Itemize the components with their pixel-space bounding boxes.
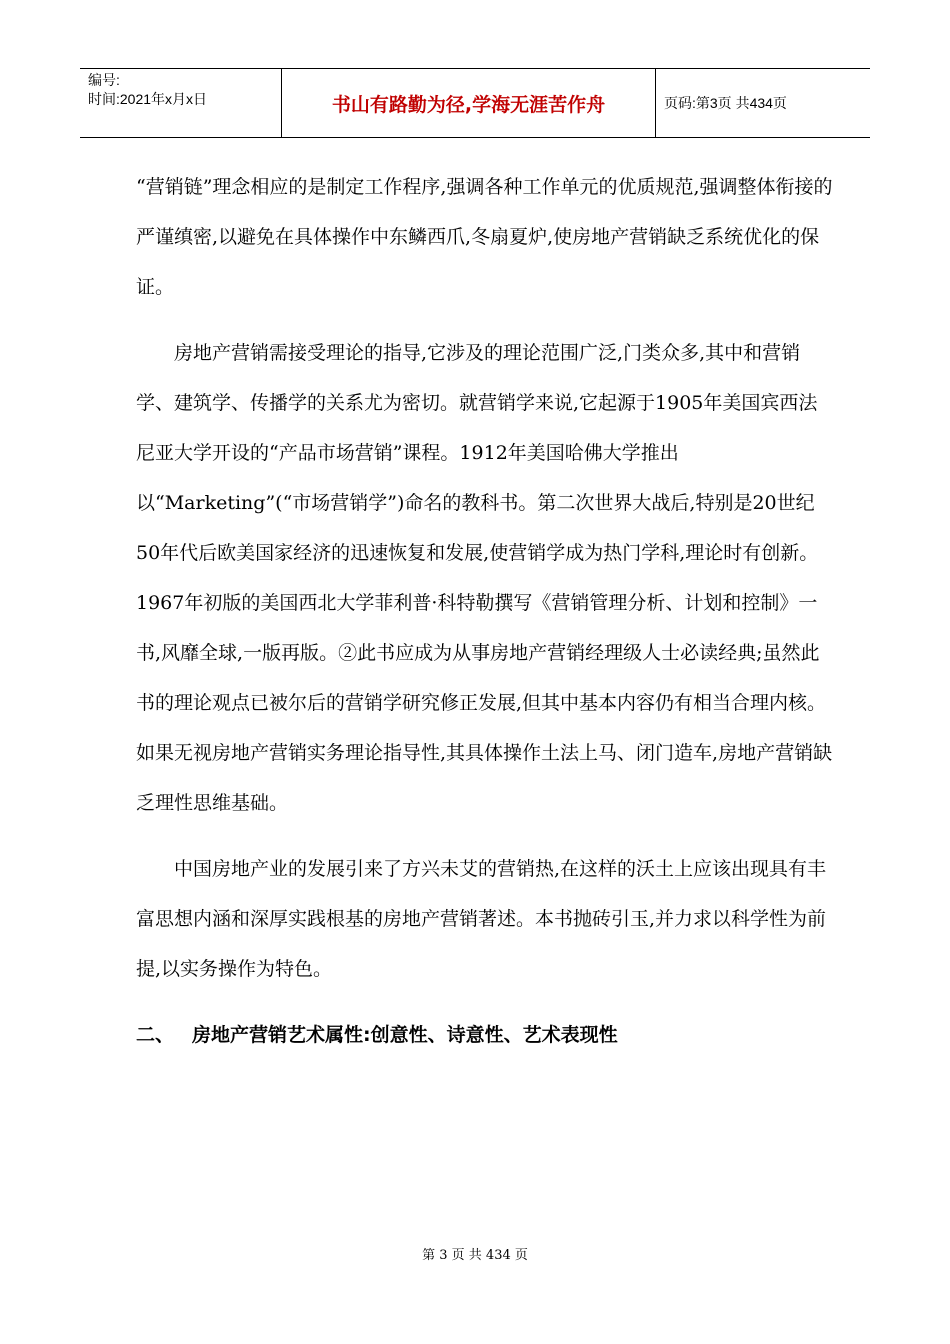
time-label: 时间:2021年x月x日 <box>88 91 208 107</box>
paragraph-2: 房地产营销需接受理论的指导,它涉及的理论范围广泛,门类众多,其中和营销学、建筑学、传播学的关系尤为密切。就营销学来说,它起源于1905年美国宾西法尼亚大学开设的“产品市场营销”课程。1912年美国哈佛大学推出以“Marketing”(“市场营销学”)命名的教科书。第二次世界大战后,特别是20世纪50年代后欧美国家经济的迅速恢复和发展,使营销学成为热门学科,理论时有创新。1967年初版的美国西北大学菲利普·科特勒撰写《营销管理分析、计划和控制》一书,风靡全球,一版再版。②此书应成为从事房地产营销经理级人士必读经典;虽然此书的理论观点已被尔后的营销学研究修正发展,但其中基本内容仍有相当合理内核。如果无视房地产营销实务理论指导性,其具体操作土法上马、闭门造车,房地产营销缺乏理性思维基础。 <box>136 342 833 814</box>
header-page-info: 页码:第3页 共434页 <box>664 95 787 111</box>
paragraph-1: “营销链”理念相应的是制定工作程序,强调各种工作单元的优质规范,强调整体衔接的严谨缜密,以避免在具体操作中东鳞西爪,冬扇夏炉,使房地产营销缺乏系统优化的保证。 <box>136 176 833 298</box>
header-table <box>80 68 870 138</box>
header-motto: 书山有路勤为径,学海无涯苦作舟 <box>282 69 656 137</box>
section-heading <box>136 1010 836 1060</box>
header-left-cell <box>80 69 282 137</box>
page-footer: 第 3 页 共 434 页 <box>422 1248 528 1263</box>
document-body <box>136 162 836 1060</box>
section-number: 二、 <box>136 1024 175 1046</box>
paragraph-3: 中国房地产业的发展引来了方兴未艾的营销热,在这样的沃土上应该出现具有丰富思想内涵和深厚实践根基的房地产营销著述。本书抛砖引玉,并力求以科学性为前提,以实务操作为特色。 <box>136 858 827 980</box>
section-title: 房地产营销艺术属性:创意性、诗意性、艺术表现性 <box>192 1024 618 1046</box>
number-label: 编号: <box>88 72 120 88</box>
